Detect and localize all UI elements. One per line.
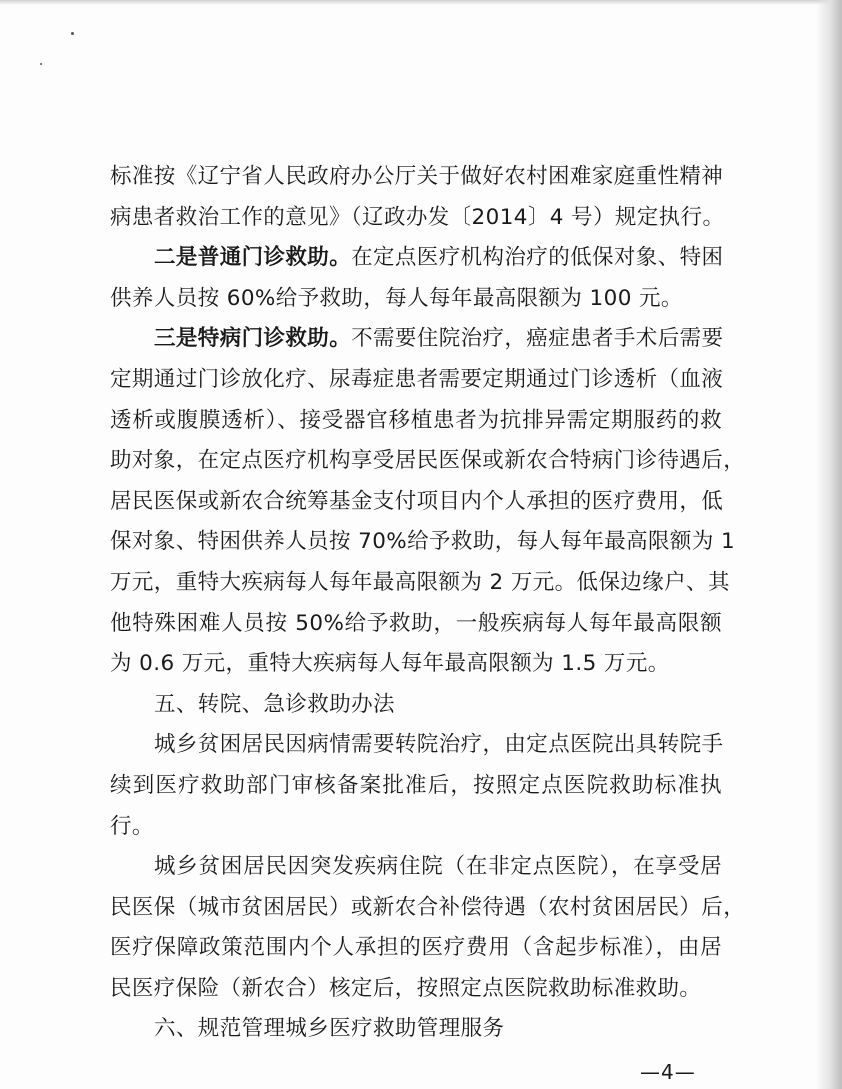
text-line: 在定点医疗机构治疗的低保对象、特困 <box>351 245 724 271</box>
text-line: 透析或腹膜透析）、接受器官移植患者为抗排异需定期服药的救 <box>110 407 722 433</box>
scan-speck <box>71 32 74 35</box>
text-line: 定期通过门诊放化疗、尿毒症患者需要定期通过门诊透析（血液 <box>110 366 724 392</box>
text-line: 助对象，在定点医疗机构享受居民医保或新农合特病门诊待遇后， <box>110 448 746 474</box>
document-body <box>110 157 746 1050</box>
paragraph-emergency <box>110 847 746 1009</box>
text-line: 保对象、特困供养人员按 70%给予救助，每人每年最高限额为 1 <box>110 529 736 555</box>
text-line: 他特殊困难人员按 50%给予救助，一般疾病每人每年最高限额 <box>110 610 722 636</box>
scan-speck <box>40 63 42 65</box>
section-title: 五、转院、急诊救助办法 <box>154 691 395 717</box>
paragraph-special-disease-outpatient <box>110 319 746 684</box>
paragraph-general-outpatient <box>110 238 722 319</box>
text-line: 医疗保障政策范围内个人承担的医疗费用（含起步标准），由居 <box>110 935 722 961</box>
section-heading: 三是特病门诊救助。 <box>154 326 352 352</box>
text-line: 续到医疗救助部门审核备案批准后，按照定点医院救助标准执 <box>110 772 722 798</box>
text-line: 不需要住院治疗，癌症患者手术后需要 <box>351 326 724 352</box>
text-line: 供养人员按 60%给予救助，每人每年最高限额为 100 元。 <box>110 285 683 311</box>
text-line: 万元，重特大疾病每人每年最高限额为 2 万元。低保边缘户、其 <box>110 569 730 595</box>
text-line: 病患者救治工作的意见》（辽政办发〔2014〕4 号）规定执行。 <box>110 204 725 230</box>
paragraph-transfer <box>110 725 722 847</box>
text-line: 行。 <box>110 813 154 839</box>
text-line: 为 0.6 万元，重特大疾病每人每年最高限额为 1.5 万元。 <box>110 651 670 677</box>
scan-right-edge-shadow <box>816 0 842 1089</box>
text-line: 标准按《辽宁省人民政府办公厅关于做好农村困难家庭重性精神 <box>110 164 724 189</box>
paragraph-continuation <box>110 157 725 238</box>
section-title-management <box>110 1009 722 1050</box>
text-line: 民医保（城市贫困居民）或新农合补偿待遇（农村贫困居民）后， <box>110 894 746 920</box>
section-title-transfer-emergency <box>110 685 722 726</box>
text-line: 城乡贫困居民因突发疾病住院（在非定点医院），在享受居 <box>154 854 722 880</box>
page-number: —4— <box>640 1060 696 1084</box>
text-line: 居民医保或新农合统筹基金支付项目内个人承担的医疗费用，低 <box>110 488 724 514</box>
text-line: 城乡贫困居民因病情需要转院治疗，由定点医院出具转院手 <box>154 732 724 758</box>
text-line: 民医疗保险（新农合）核定后，按照定点医院救助标准救助。 <box>110 975 702 1001</box>
scan-top-edge <box>0 0 842 5</box>
section-heading: 二是普通门诊救助。 <box>154 245 352 271</box>
section-title: 六、规范管理城乡医疗救助管理服务 <box>154 1016 505 1042</box>
